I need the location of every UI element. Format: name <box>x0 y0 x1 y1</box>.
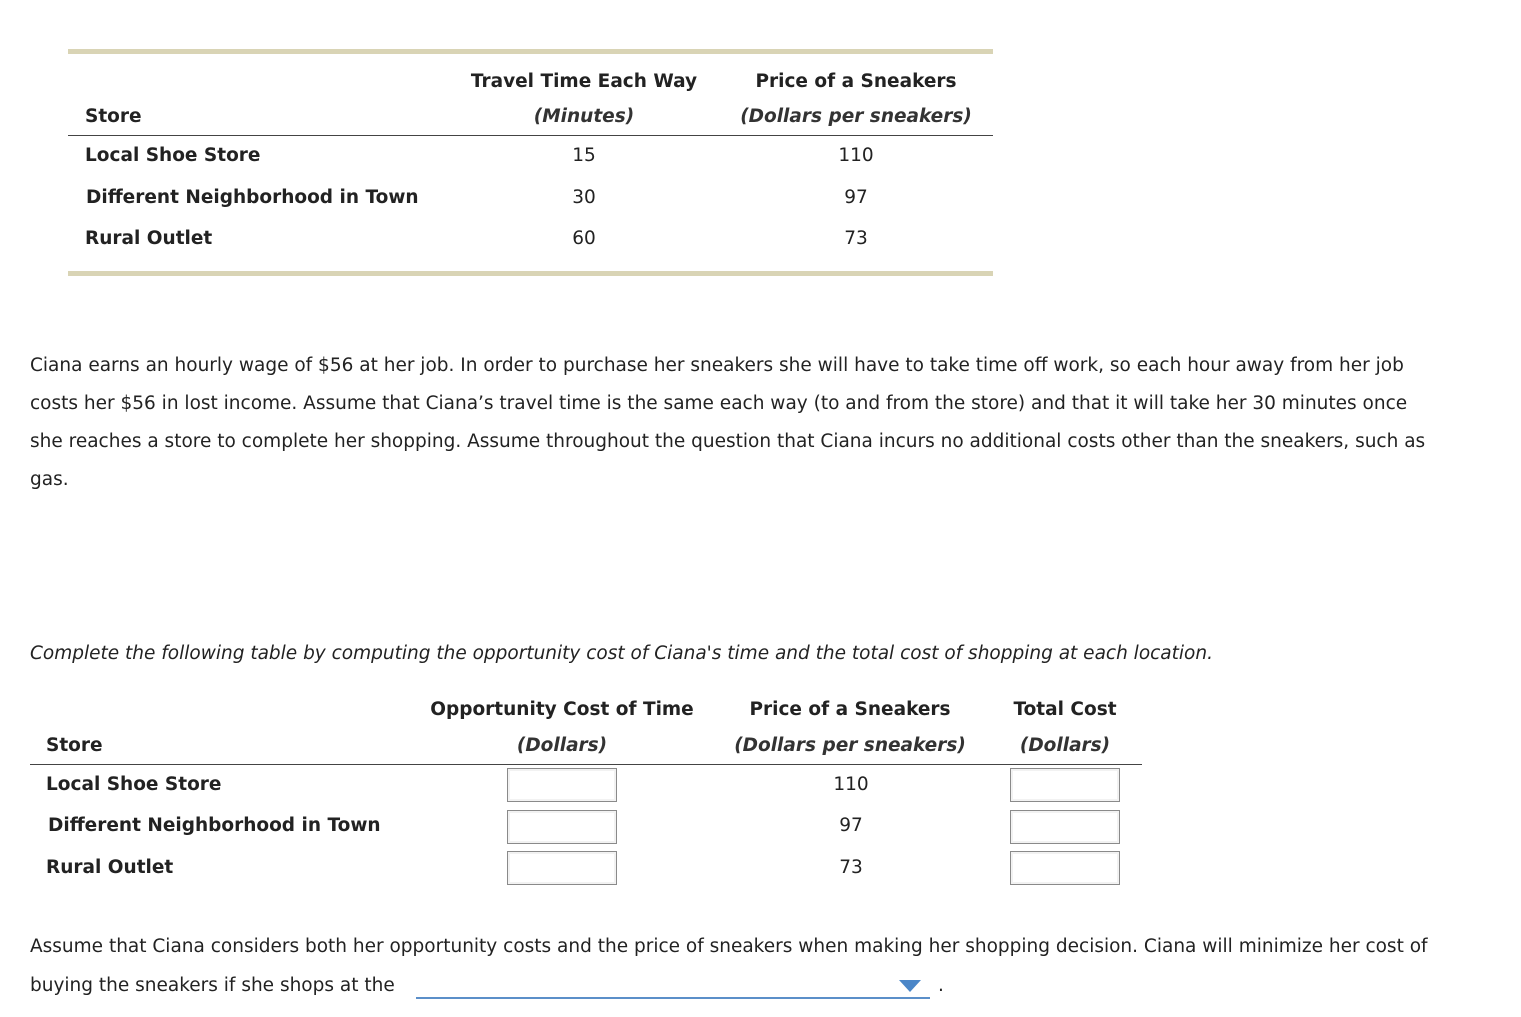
table2-header-total-unit: (Dollars) <box>1019 735 1111 756</box>
table1-header-travel: Travel Time Each Way <box>470 71 698 92</box>
table2-header-price-unit: (Dollars per sneakers) <box>734 735 966 756</box>
decision-paragraph-line: Assume that Ciana considers both her opportunity costs and the price of sneakers when making her shopping decision. Ciana will minimize her cost of <box>30 936 1428 957</box>
table2-row-store: Different Neighborhood in Town <box>48 815 381 836</box>
table1-bottom-rule <box>68 271 993 276</box>
table2-row-store: Local Shoe Store <box>46 774 222 795</box>
table2-header-total: Total Cost <box>1013 699 1117 720</box>
table1-row-store: Different Neighborhood in Town <box>86 187 419 208</box>
table1-row-price: 97 <box>844 187 868 208</box>
table1-header-price: Price of a Sneakers <box>755 71 957 92</box>
table2-row-store: Rural Outlet <box>46 857 174 878</box>
total-cost-input-neighborhood[interactable] <box>1010 810 1120 844</box>
store-choice-dropdown[interactable] <box>416 968 930 1000</box>
table2-row-price: 97 <box>839 815 863 836</box>
table1-header-store: Store <box>85 106 142 127</box>
opportunity-cost-input-local[interactable] <box>507 768 617 802</box>
table1-header-rule <box>68 135 993 136</box>
table1-row-store: Local Shoe Store <box>85 145 261 166</box>
opportunity-cost-input-rural[interactable] <box>507 851 617 885</box>
table1-row-travel: 30 <box>572 187 596 208</box>
opportunity-cost-input-neighborhood[interactable] <box>507 810 617 844</box>
table1-header-price-unit: (Dollars per sneakers) <box>740 106 972 127</box>
wage-paragraph-line: costs her $56 in lost income. Assume that Ciana’s travel time is the same each way (to and from the store) and that it will take her 30 minutes once <box>30 393 1408 414</box>
table1-row-price: 73 <box>844 228 868 249</box>
table2-header-opp: Opportunity Cost of Time <box>430 699 694 720</box>
total-cost-input-rural[interactable] <box>1010 851 1120 885</box>
wage-paragraph-line: gas. <box>30 469 69 490</box>
wage-paragraph <box>30 347 1510 499</box>
total-cost-input-local[interactable] <box>1010 768 1120 802</box>
decision-paragraph-line: buying the sneakers if she shops at the <box>30 975 395 996</box>
table2-row-price: 73 <box>839 857 863 878</box>
table2-header-store: Store <box>46 735 103 756</box>
table2-header-price: Price of a Sneakers <box>749 699 951 720</box>
table1-top-rule <box>68 49 993 54</box>
table1-row-travel: 15 <box>572 145 596 166</box>
table2-header-rule <box>30 764 1142 765</box>
table1-row-price: 110 <box>838 145 874 166</box>
instruction-text: Complete the following table by computing the opportunity cost of Ciana's time and the total cost of shopping at each location. <box>30 643 1213 664</box>
wage-paragraph-line: Ciana earns an hourly wage of $56 at her job. In order to purchase her sneakers she will have to take time off work, so each hour away from her job <box>30 355 1404 376</box>
table2-header-opp-unit: (Dollars) <box>516 735 608 756</box>
sentence-period: . <box>938 975 944 996</box>
table1-row-travel: 60 <box>572 228 596 249</box>
table2-row-price: 110 <box>833 774 869 795</box>
dropdown-underline <box>416 997 930 999</box>
table1-header-travel-unit: (Minutes) <box>533 106 635 127</box>
table1-row-store: Rural Outlet <box>85 228 213 249</box>
chevron-down-icon[interactable] <box>899 980 921 992</box>
wage-paragraph-line: she reaches a store to complete her shopping. Assume throughout the question that Ciana incurs no additional costs other than the sneakers, such as <box>30 431 1426 452</box>
